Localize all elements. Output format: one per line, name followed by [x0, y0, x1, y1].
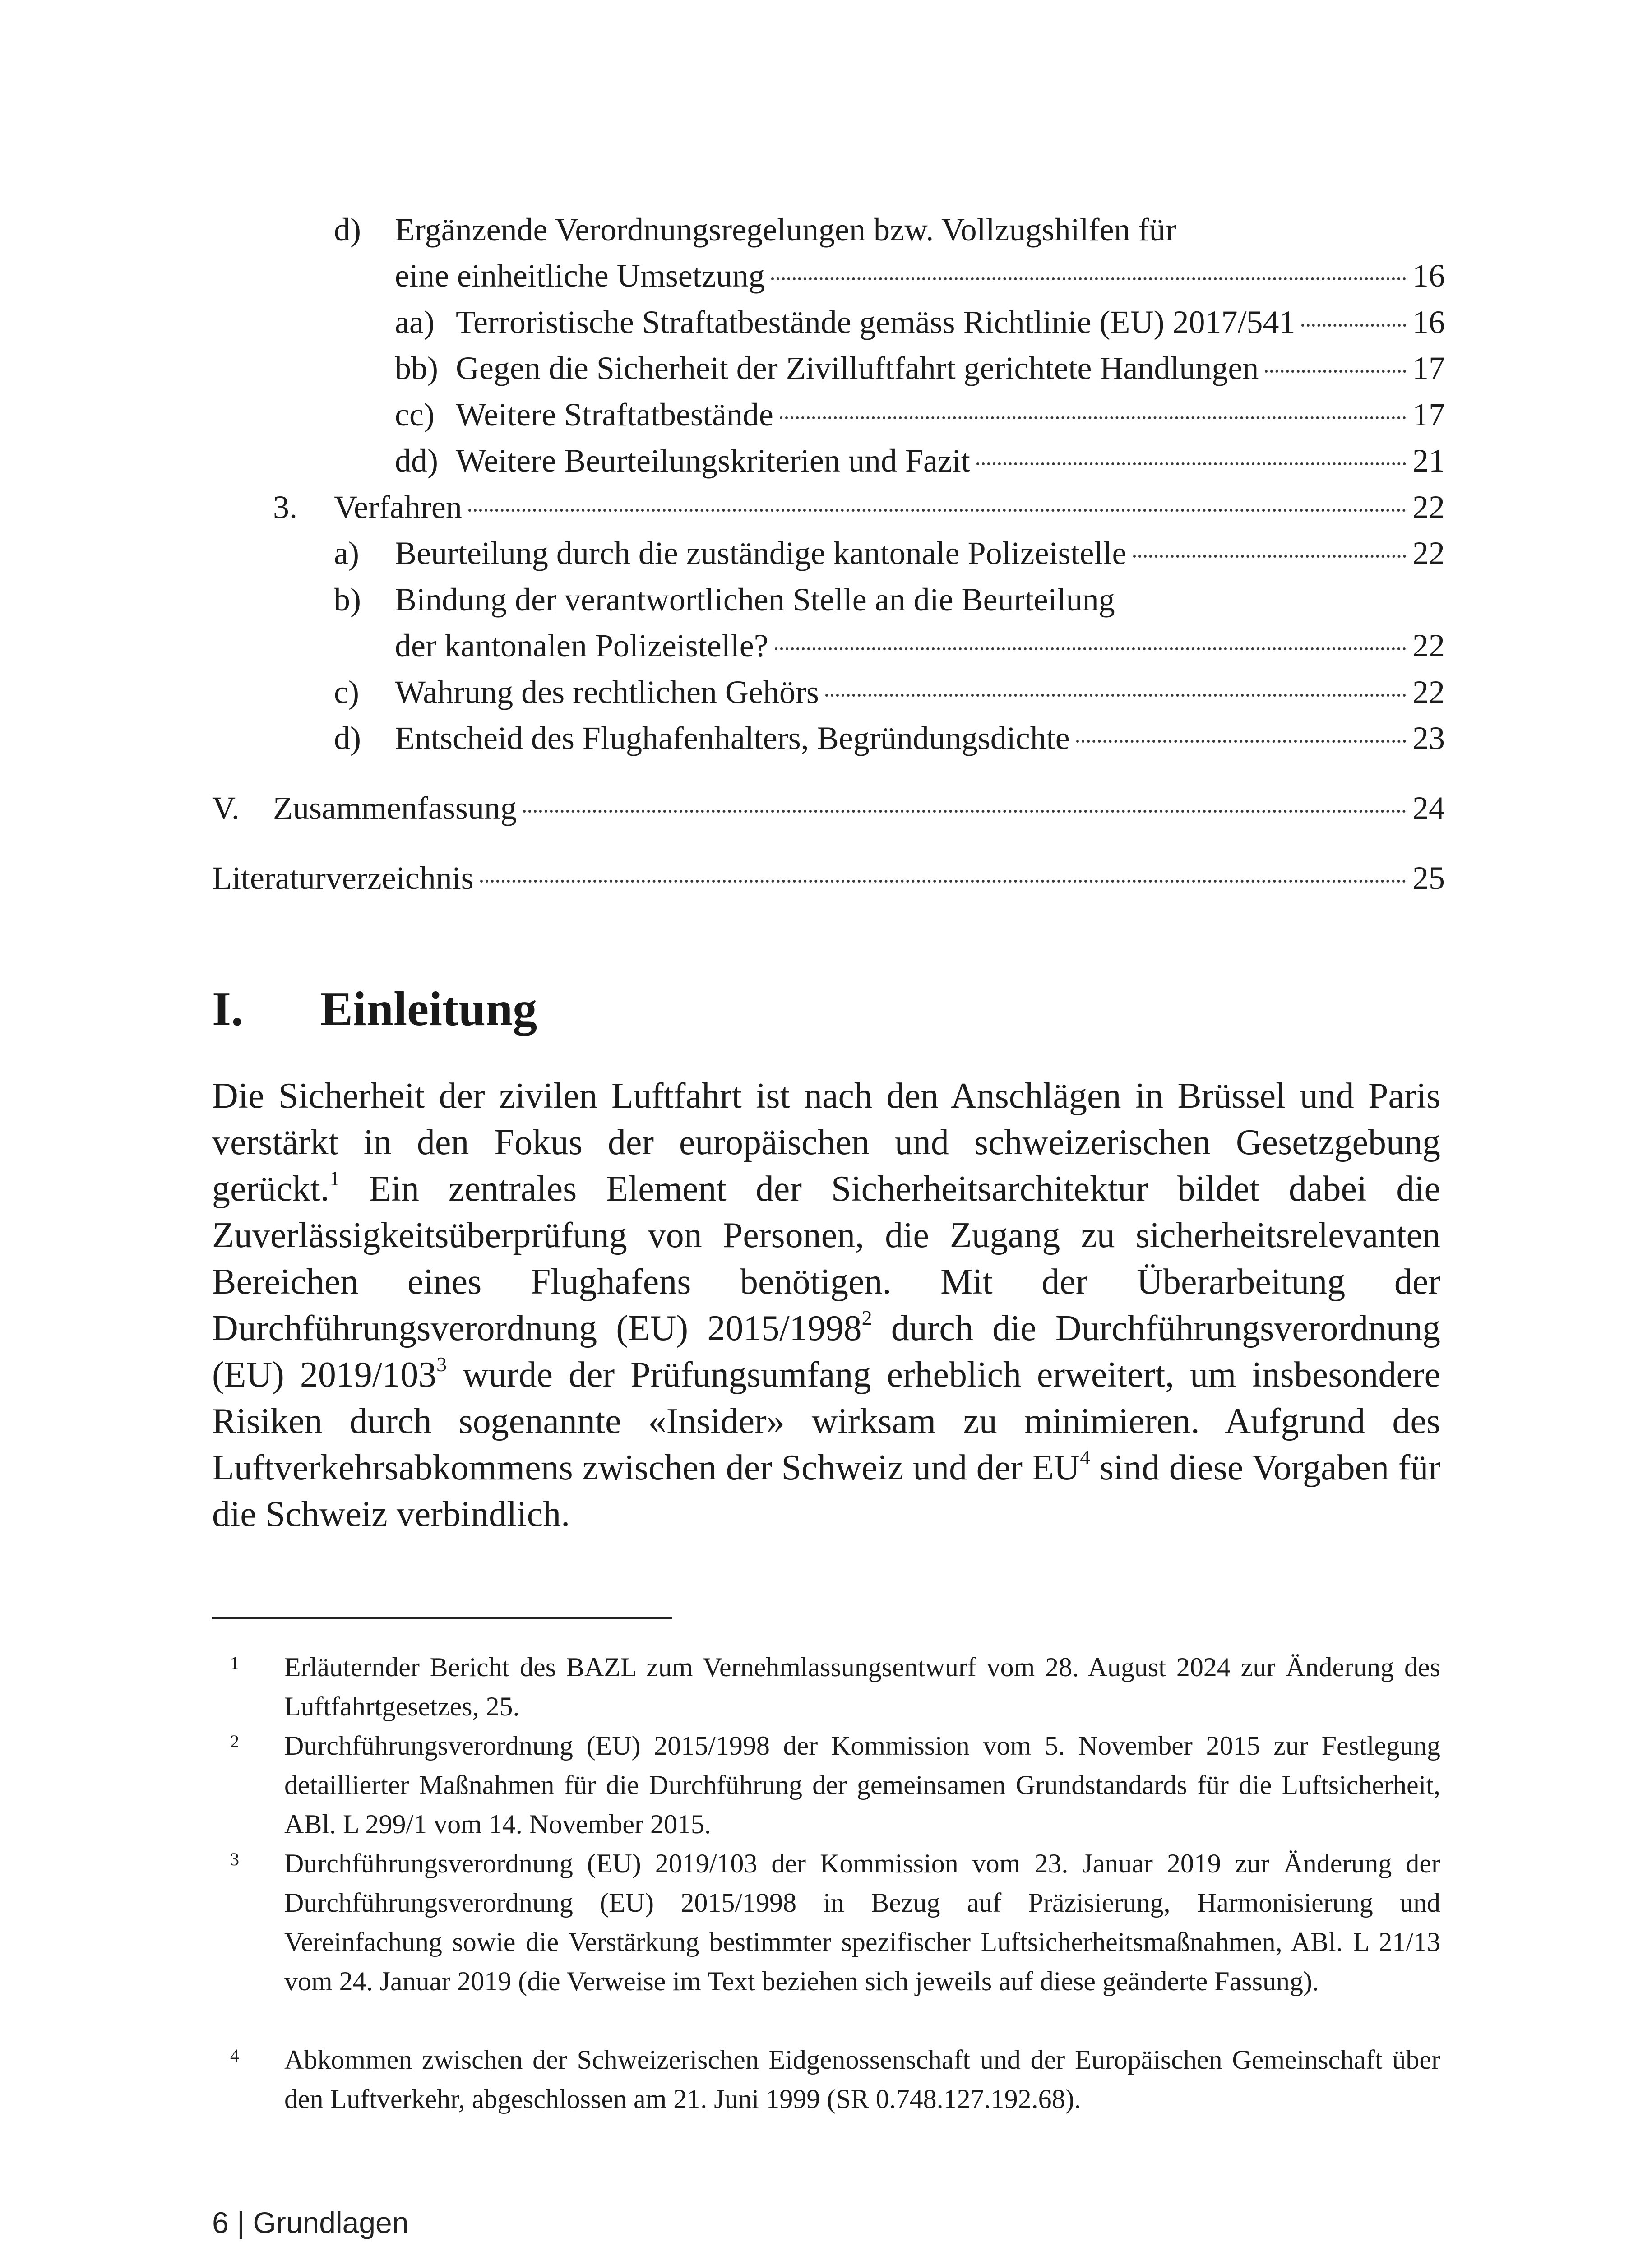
toc-leader-dots: [1265, 370, 1406, 373]
toc-entry-page: 22: [1412, 489, 1445, 525]
toc-entry-title: Zusammenfassung: [273, 790, 517, 826]
toc-entry-page: 17: [1412, 397, 1445, 433]
footnote-reference[interactable]: 2: [861, 1306, 872, 1329]
body-paragraph: [212, 1073, 1440, 1538]
toc-entry[interactable]: [334, 674, 1445, 719]
toc-leader-dots: [775, 647, 1406, 650]
toc-entry-number: d): [334, 212, 361, 248]
footnote: [212, 1844, 1440, 2001]
toc-entry-number: dd): [395, 443, 438, 479]
section-heading-number: I.: [212, 982, 244, 1036]
toc-entry-title: Literaturverzeichnis: [212, 860, 474, 896]
toc-entry-page: 16: [1412, 304, 1445, 340]
toc-entry-page: 25: [1412, 860, 1445, 896]
footnote-text: Erläuternder Bericht des BAZL zum Vernehmlassungsentwurf vom 28. August 2024 zur Änderung des Luftfahrtgesetzes, 25.: [284, 1652, 1440, 1721]
footnote-number: 4: [230, 2045, 239, 2066]
footnote-separator: [212, 1617, 672, 1619]
toc-entry-number: d): [334, 720, 361, 756]
toc-entry-number: cc): [395, 397, 435, 433]
toc-leader-dots: [825, 694, 1406, 697]
toc-entry-number: bb): [395, 350, 438, 386]
toc-entry-title: Gegen die Sicherheit der Zivilluftfahrt gerichtete Handlungen: [456, 350, 1259, 386]
footnote-text: Durchführungsverordnung (EU) 2019/103 der Kommission vom 23. Januar 2019 zur Änderung der Durchführungsverordnung (EU) 2015/1998 in Bezug auf Präzisierung, Harmonisierung und Vereinfachung sowie die Verstärkung bestimmter spezifischer Luftsicherheitsmaßnahmen, ABl. L 21/13 vom 24. Januar 2019 (die Verweise im Text beziehen sich jeweils auf diese geänderte Fassung).: [284, 1849, 1440, 1996]
toc-leader-dots: [1076, 740, 1406, 743]
footnote-number: 3: [230, 1849, 239, 1869]
toc-leader-dots: [523, 810, 1406, 813]
toc-leader-dots: [771, 277, 1406, 280]
paragraph-text: durch die Durchführungsverordnung (EU) 2019/103: [212, 1308, 1440, 1395]
footnote: [212, 1648, 1440, 1726]
toc-entry-page: 21: [1412, 443, 1445, 479]
toc-entry-number: c): [334, 674, 359, 710]
paragraph-text: sind diese Vorgaben für die Schweiz verbindlich.: [212, 1448, 1440, 1534]
toc-entry-number: 3.: [273, 489, 297, 525]
footnote-text: Abkommen zwischen der Schweizerischen Eidgenossenschaft und der Europäischen Gemeinschaft über den Luftverkehr, abgeschlossen am 21. Juni 1999 (SR 0.748.127.192.68).: [284, 2045, 1440, 2114]
toc-entry-title: der kantonalen Polizeistelle?: [395, 628, 768, 664]
toc-entry-page: 16: [1412, 258, 1445, 294]
toc-entry[interactable]: [395, 396, 1445, 441]
toc-entry[interactable]: [395, 304, 1445, 349]
toc-entry-page: 22: [1412, 628, 1445, 664]
section-heading-title: Einleitung: [320, 982, 537, 1036]
toc-entry-number: V.: [212, 790, 240, 826]
toc-entry-number: b): [334, 582, 361, 618]
toc-entry[interactable]: [212, 860, 1445, 905]
footnote: [212, 2040, 1440, 2119]
toc-entry[interactable]: [334, 211, 1445, 256]
page-footer: 6 | Grundlagen: [212, 2206, 409, 2239]
toc-entry[interactable]: [395, 627, 1445, 672]
toc-leader-dots: [1133, 555, 1406, 558]
toc-entry[interactable]: [395, 442, 1445, 487]
footnote: [212, 1726, 1440, 1844]
paragraph-text: Die Sicherheit der zivilen Luftfahrt ist nach den Anschlägen in Brüssel und Paris verstärkt in den Fokus der europäischen und schweizerischen Gesetzgebung gerückt.: [212, 1076, 1440, 1209]
toc-entry-title: Wahrung des rechtlichen Gehörs: [395, 674, 819, 710]
toc-entry-title: eine einheitliche Umsetzung: [395, 258, 765, 294]
toc-entry[interactable]: [273, 489, 1445, 534]
footnote-reference[interactable]: 1: [329, 1167, 340, 1190]
toc-entry-title: Ergänzende Verordnungsregelungen bzw. Vollzugshilfen für: [395, 212, 1176, 248]
toc-entry-title: Weitere Straftatbestände: [456, 397, 773, 433]
toc-leader-dots: [976, 462, 1406, 465]
toc-entry[interactable]: [334, 720, 1445, 765]
toc-entry-title: Beurteilung durch die zuständige kantonale Polizeistelle: [395, 535, 1127, 571]
toc-entry-page: 24: [1412, 790, 1445, 826]
toc-entry[interactable]: [334, 535, 1445, 580]
toc-entry-title: Entscheid des Flughafenhalters, Begründungsdichte: [395, 720, 1070, 756]
toc-entry[interactable]: [395, 257, 1445, 302]
toc-entry-title: Weitere Beurteilungskriterien und Fazit: [456, 443, 970, 479]
section-heading: [212, 981, 537, 1037]
toc-entry-number: a): [334, 535, 359, 571]
toc-leader-dots: [468, 509, 1406, 512]
toc-entry-page: 22: [1412, 674, 1445, 710]
toc-entry-number: aa): [395, 304, 435, 340]
footnote-number: 1: [230, 1653, 239, 1673]
toc-leader-dots: [480, 880, 1406, 883]
footnote-text: Durchführungsverordnung (EU) 2015/1998 der Kommission vom 5. November 2015 zur Festlegung detaillierter Maßnahmen für die Durchführung der gemeinsamen Grundstandards für die Luftsicherheit, ABl. L 299/1 vom 14. November 2015.: [284, 1731, 1440, 1839]
toc-entry-title: Bindung der verantwortlichen Stelle an die Beurteilung: [395, 582, 1115, 618]
paragraph-text: Ein zentrales Element der Sicherheitsarchitektur bildet dabei die Zuverlässigkeitsüberprüfung von Personen, die Zugang zu sicherheitsrelevanten Bereichen eines Flughafens benötigen. Mit der Überarbeitung der Durchführungsverordnung (EU) 2015/1998: [212, 1169, 1440, 1348]
toc-entry-page: 22: [1412, 535, 1445, 571]
toc-entry-title: Verfahren: [334, 489, 462, 525]
footnote-number: 2: [230, 1731, 239, 1752]
footnote-reference[interactable]: 3: [436, 1353, 447, 1376]
toc-leader-dots: [780, 416, 1406, 419]
toc-entry-title: Terroristische Straftatbestände gemäss Richtlinie (EU) 2017/541: [456, 304, 1296, 340]
toc-entry[interactable]: [395, 350, 1445, 395]
footnote-reference[interactable]: 4: [1080, 1446, 1091, 1469]
toc-entry-page: 17: [1412, 350, 1445, 386]
toc-entry[interactable]: [334, 581, 1445, 626]
toc-entry-page: 23: [1412, 720, 1445, 756]
paragraph-text: wurde der Prüfungsumfang erheblich erweitert, um insbesondere Risiken durch sogenannte «Insider» wirksam zu minimieren. Aufgrund des Luftverkehrsabkommens zwischen der Schweiz und der EU: [212, 1355, 1441, 1488]
toc-leader-dots: [1301, 324, 1406, 327]
toc-entry[interactable]: [212, 790, 1445, 835]
